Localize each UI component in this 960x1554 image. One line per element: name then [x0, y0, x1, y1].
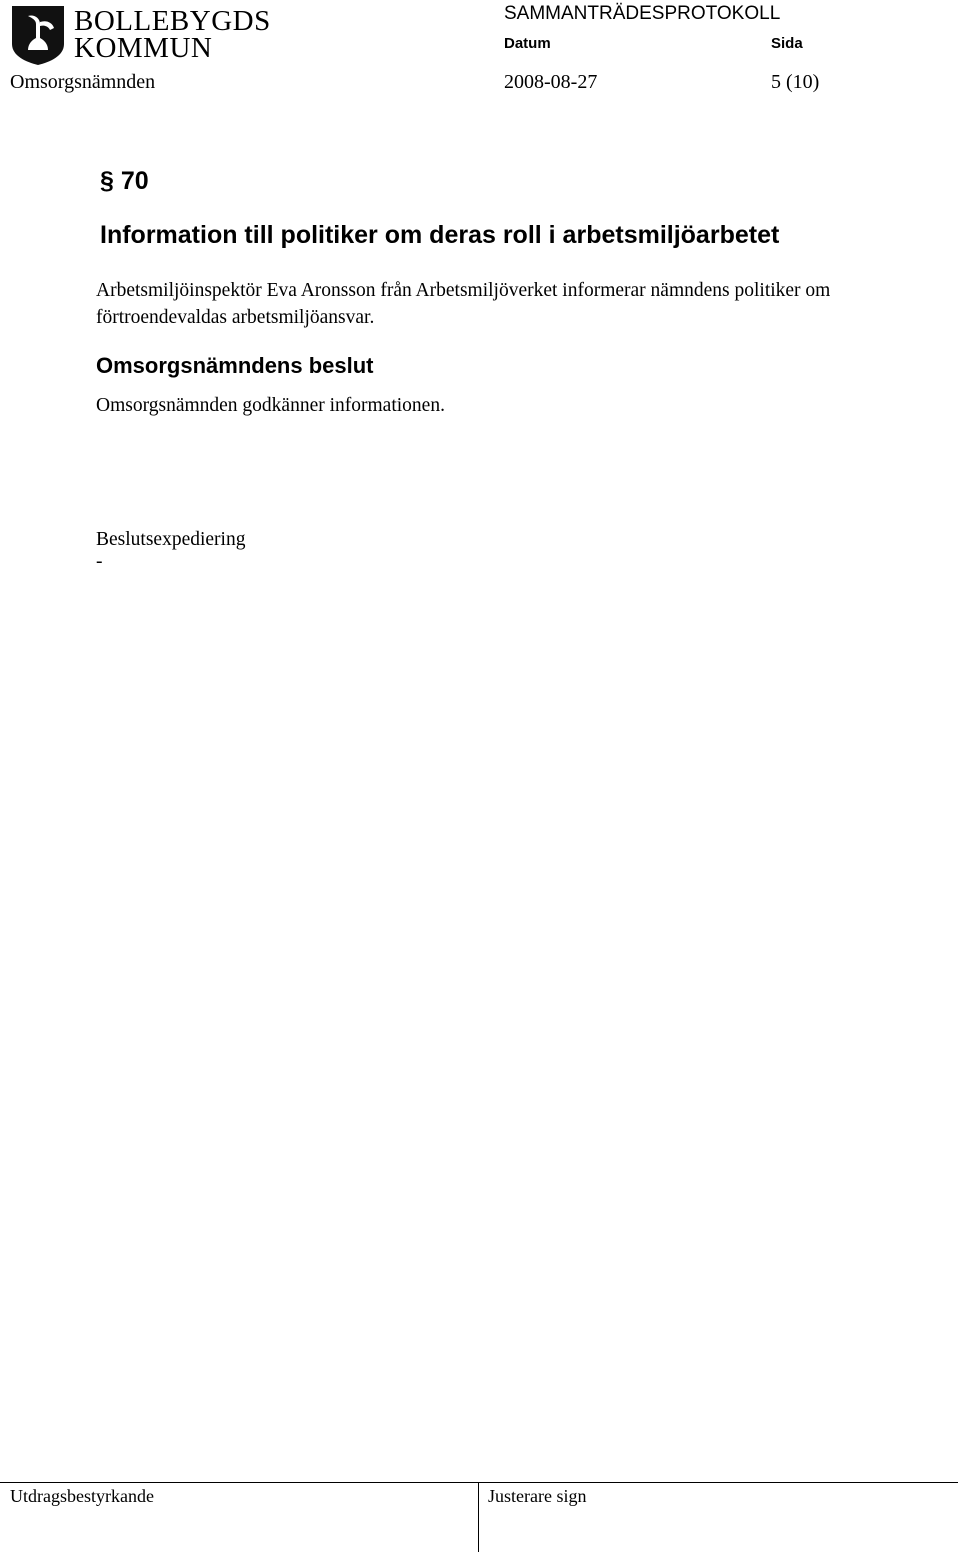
- section-body: Arbetsmiljöinspektör Eva Aronsson från Arbetsmiljöverket informerar nämndens politiker om förtroendevaldas arbetsmiljöansvar.: [96, 280, 831, 328]
- coat-of-arms-icon: [10, 4, 66, 66]
- page-label: Sida: [771, 35, 803, 52]
- logo-text-line1: BOLLEBYGDS: [74, 5, 271, 37]
- page-number: 5 (10): [771, 71, 820, 93]
- municipality-logo: [10, 4, 271, 66]
- adjuster-signature-label: Justerare sign: [488, 1486, 587, 1506]
- logo-text-line2: KOMMUN: [74, 32, 213, 64]
- section-title: Information till politiker om deras roll i arbetsmiljöarbetet: [100, 221, 780, 249]
- body-name: Omsorgsnämnden: [10, 71, 156, 93]
- date-label: Datum: [504, 35, 551, 52]
- decision-text: Omsorgsnämnden godkänner informationen.: [96, 395, 445, 416]
- document-type: SAMMANTRÄDESPROTOKOLL: [504, 3, 781, 24]
- dispatch-label: Beslutsexpediering: [96, 529, 246, 550]
- extract-certification-label: Utdragsbestyrkande: [10, 1486, 154, 1506]
- meeting-date: 2008-08-27: [504, 71, 598, 93]
- paragraph-number: § 70: [100, 167, 149, 195]
- dispatch-value: -: [96, 551, 103, 572]
- footer-rule: [0, 1482, 958, 1483]
- footer-divider: [478, 1482, 479, 1552]
- decision-heading: Omsorgsnämndens beslut: [96, 353, 374, 378]
